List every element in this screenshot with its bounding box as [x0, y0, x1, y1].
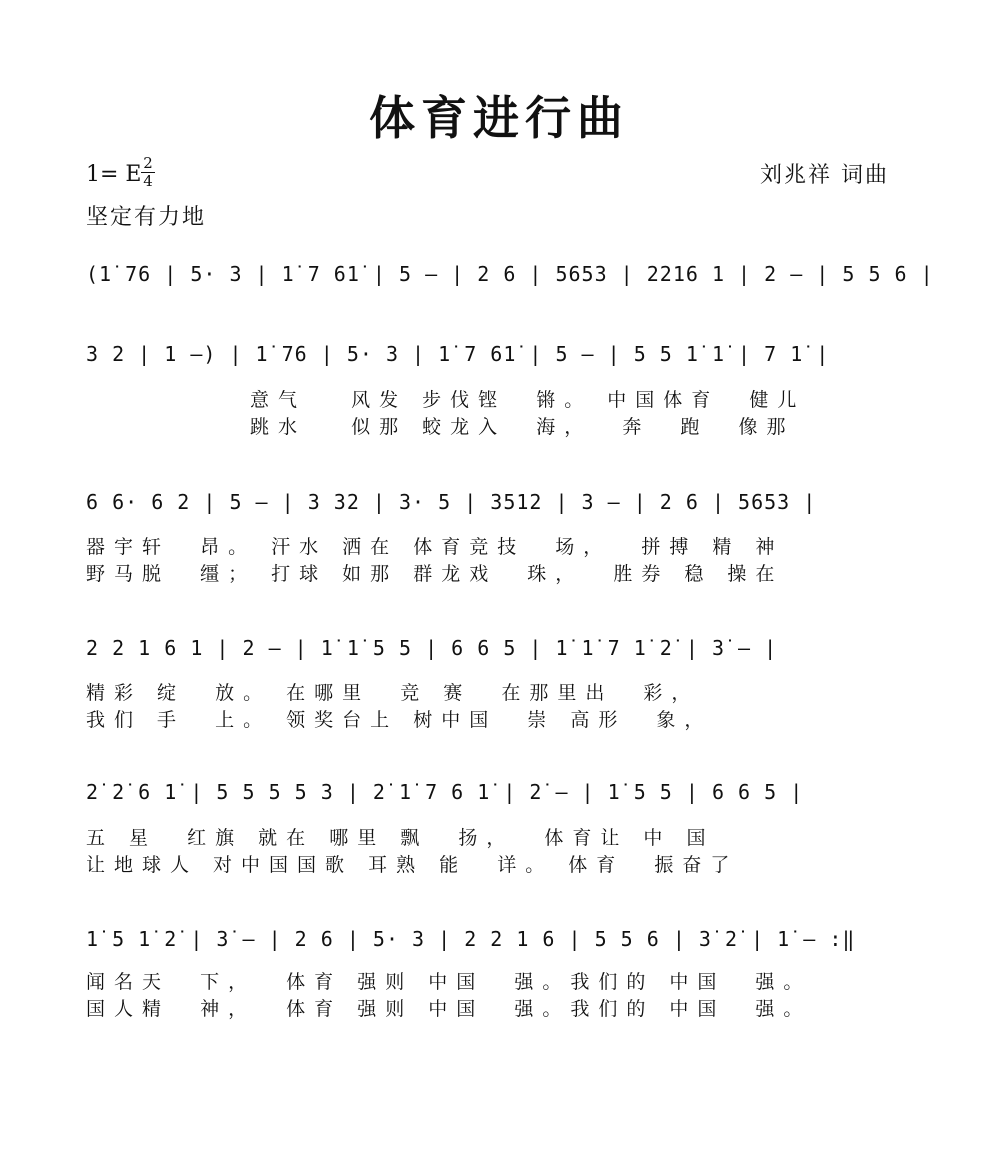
- music-line-5: 2̇ 2̇ 6 1̇ | 5 5 5 5 3 | 2̇ 1̇ 7 6 1̇ | 2̇ – | 1̇ 5 5 | 6 6 5 |: [86, 780, 804, 804]
- key-signature: 1= E: [86, 162, 142, 187]
- lyrics-line-3-verse-2: 野马脱 缰； 打球 如那 群龙戏 珠， 胜券 稳 操在: [86, 563, 784, 585]
- lyrics-line-4-verse-1: 精彩 绽 放。 在哪里 竞 赛 在那里出 彩，: [86, 682, 700, 704]
- lyrics-line-2-verse-2: 跳水 似那 蛟龙入 海， 奔 跑 像那: [250, 416, 795, 438]
- time-signature: [141, 156, 155, 189]
- music-line-6: 1̇ 5 1̇ 2̇ | 3̇ – | 2 6 | 5· 3 | 2 2 1 6 | 5 5 6 | 3̇ 2̇ | 1̇ – :‖: [86, 927, 856, 951]
- music-line-3: 6 6· 6 2 | 5 – | 3 32 | 3· 5 | 3512 | 3 – | 2 6 | 5653 |: [86, 490, 817, 514]
- lyrics-line-6-verse-1: 闻名天 下， 体育 强则 中国 强。我们的 中国 强。: [86, 971, 812, 993]
- lyrics-line-3-verse-1: 器宇轩 昂。 汗水 洒在 体育竞技 场， 拼搏 精 神: [86, 536, 784, 558]
- time-denominator: 4: [143, 172, 153, 190]
- music-line-1: (1̇ 76 | 5· 3 | 1̇ 7 61̇ | 5 – | 2 6 | 5653 | 2216 1 | 2 – | 5 5 6 |: [86, 262, 934, 286]
- composer-credit: 刘兆祥 词曲: [760, 163, 889, 188]
- lyrics-line-6-verse-2: 国人精 神， 体育 强则 中国 强。我们的 中国 强。: [86, 998, 812, 1020]
- song-title: 体育进行曲: [369, 91, 629, 145]
- music-line-4: 2 2 1 6 1 | 2 – | 1̇ 1̇ 5 5 | 6 6 5 | 1̇ 1̇ 7 1̇ 2̇ | 3̇ – |: [86, 636, 778, 660]
- tempo-marking: 坚定有力地: [86, 205, 207, 230]
- time-numerator: 2: [143, 154, 153, 172]
- lyrics-line-5-verse-2: 让地球人 对中国国歌 耳熟 能 详。 体育 振奋了: [86, 854, 739, 876]
- music-line-2: 3 2 | 1 –) | 1̇ 76 | 5· 3 | 1̇ 7 61̇ | 5 – | 5 5 1̇ 1̇ | 7 1̇ |: [86, 342, 830, 366]
- lyrics-line-5-verse-1: 五 星 红旗 就在 哪里 飘 扬， 体育让 中 国: [86, 827, 715, 849]
- lyrics-line-4-verse-2: 我们 手 上。 领奖台上 树中国 崇 高形 象，: [86, 709, 713, 731]
- lyrics-line-2-verse-1: 意气 风发 步伐铿 锵。 中国体育 健儿: [250, 389, 806, 411]
